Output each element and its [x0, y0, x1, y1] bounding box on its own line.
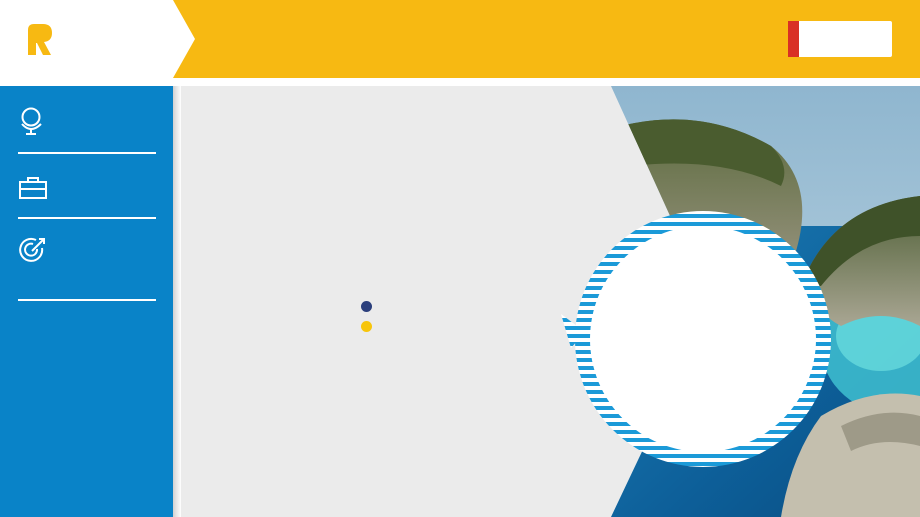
header-bar — [0, 0, 920, 78]
briefcase-icon — [18, 176, 48, 200]
logo-panel — [0, 0, 195, 78]
divider — [18, 299, 156, 301]
target-icon — [18, 236, 48, 266]
google-partner-badge — [788, 21, 892, 57]
sidebar-shadow — [173, 86, 181, 517]
logo[interactable] — [0, 0, 195, 78]
globe-icon — [18, 104, 46, 136]
divider — [18, 152, 156, 154]
main-content — [181, 86, 920, 517]
divider — [18, 217, 156, 219]
sidebar — [0, 86, 173, 517]
premier-label — [788, 21, 799, 57]
speech-bubble — [181, 86, 920, 517]
colour-stripe — [0, 78, 920, 86]
